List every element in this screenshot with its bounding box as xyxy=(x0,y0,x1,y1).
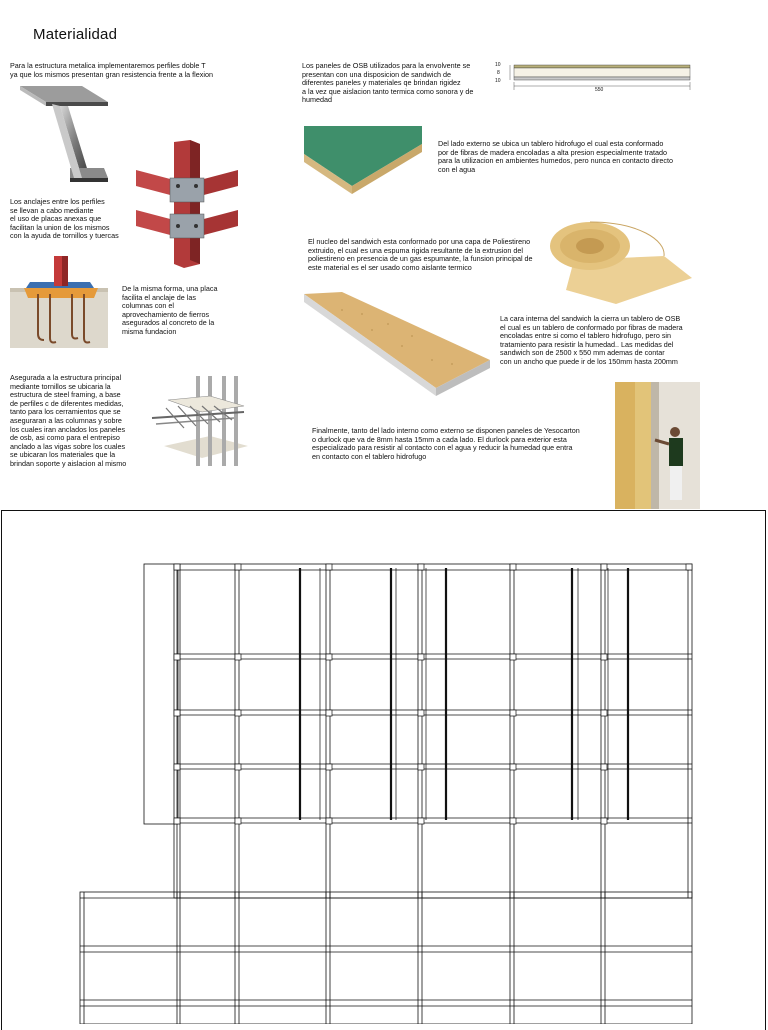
steel-framing-image xyxy=(150,376,250,470)
page-title: Materialidad xyxy=(33,26,118,43)
dim-label-width: 550 xyxy=(595,87,604,93)
dim-label-1: 10 xyxy=(495,62,501,68)
dim-label-2: 8 xyxy=(497,70,500,76)
text-placa: De la misma forma, una placa facilita el anclaje de las columnas con el aprovechamiento de fierros asegurados al concreto de la misma fundacion xyxy=(122,284,218,336)
steel-joint-image xyxy=(134,140,240,268)
text-hidrofugo: Del lado externo se ubica un tablero hidrofugo el cual esta conformado por de fibras de madera encoladas a alta presion especialmente tratado para la utilizacion en ambientes humedos, pero nunca en contacto directo con el agua xyxy=(438,139,673,174)
text-poliestireno: El nucleo del sandwich esta conformado por una capa de Poliestireno extruido, el cual es una espuma rigida resultante de la extrusion del poliestireno en presencia de un gas espumante, la funsion principal de este material es el ser usado como aislante termico xyxy=(308,237,533,272)
text-cara-interna: La cara interna del sandwich la cierra un tablero de OSB el cual es un tablero de conformado por fibras de madera encoladas entre si como el tablero hidrofugo, pero sin tratamiento para resistir la humedad.. Las medidas del sandwich son de 2500 x 550 mm ademas de contar con un ancho que puede ir de los 150mm hasta 200mm xyxy=(500,314,683,366)
dim-label-3: 10 xyxy=(495,78,501,84)
i-beam-image xyxy=(16,82,116,190)
text-anclajes: Los anclajes entre los perfiles se llevan a cabo mediante el uso de placas anexas que facilitan la union de los mismos con la ayuda de tornillos y tuercas xyxy=(10,197,119,241)
text-osb: Los paneles de OSB utilizados para la envolvente se presentan con una disposicion de sandwich de diferentes paneles y materiales qe brindan rigidez a la vez que aislacion tanto termica como sonora y de humedad xyxy=(302,61,474,105)
osb-board-image xyxy=(302,290,492,402)
hydrofugo-board-image xyxy=(302,124,424,196)
text-steel-framing: Asegurada a la estructura principal mediante tornillos se ubicaria la estructura de steel framing, a base de perfiles c de diferentes medidas, tanto para los cerramientos que se aseguraran a las columnas y sobre los cuales iran anclados los paneles de osb, asi como para el entrepiso anclado a las vigas sobre los cuales se ubicaran los materiales que la brindan soporte y aislacion al mismo xyxy=(10,373,127,468)
text-yesocarton: Finalmente, tanto del lado interno como externo se disponen paneles de Yesocarton o durlock que va de 8mm hasta 15mm a cada lado. El durlock para exterior esta especializado para resistir al contacto con el agua y reducir la humedad que entra en contacto con el tablero hidrofugo xyxy=(312,426,580,461)
building-elevation-drawing xyxy=(78,560,698,1024)
text-perfiles: Para la estructura metalica implementaremos perfiles doble T ya que los mismos presentan gran resistencia frente a la flexion xyxy=(10,61,213,79)
worker-photo xyxy=(615,382,700,509)
insulation-roll-image xyxy=(546,220,694,306)
foundation-anchor-image xyxy=(10,254,108,348)
panel-section-drawing xyxy=(490,60,700,96)
